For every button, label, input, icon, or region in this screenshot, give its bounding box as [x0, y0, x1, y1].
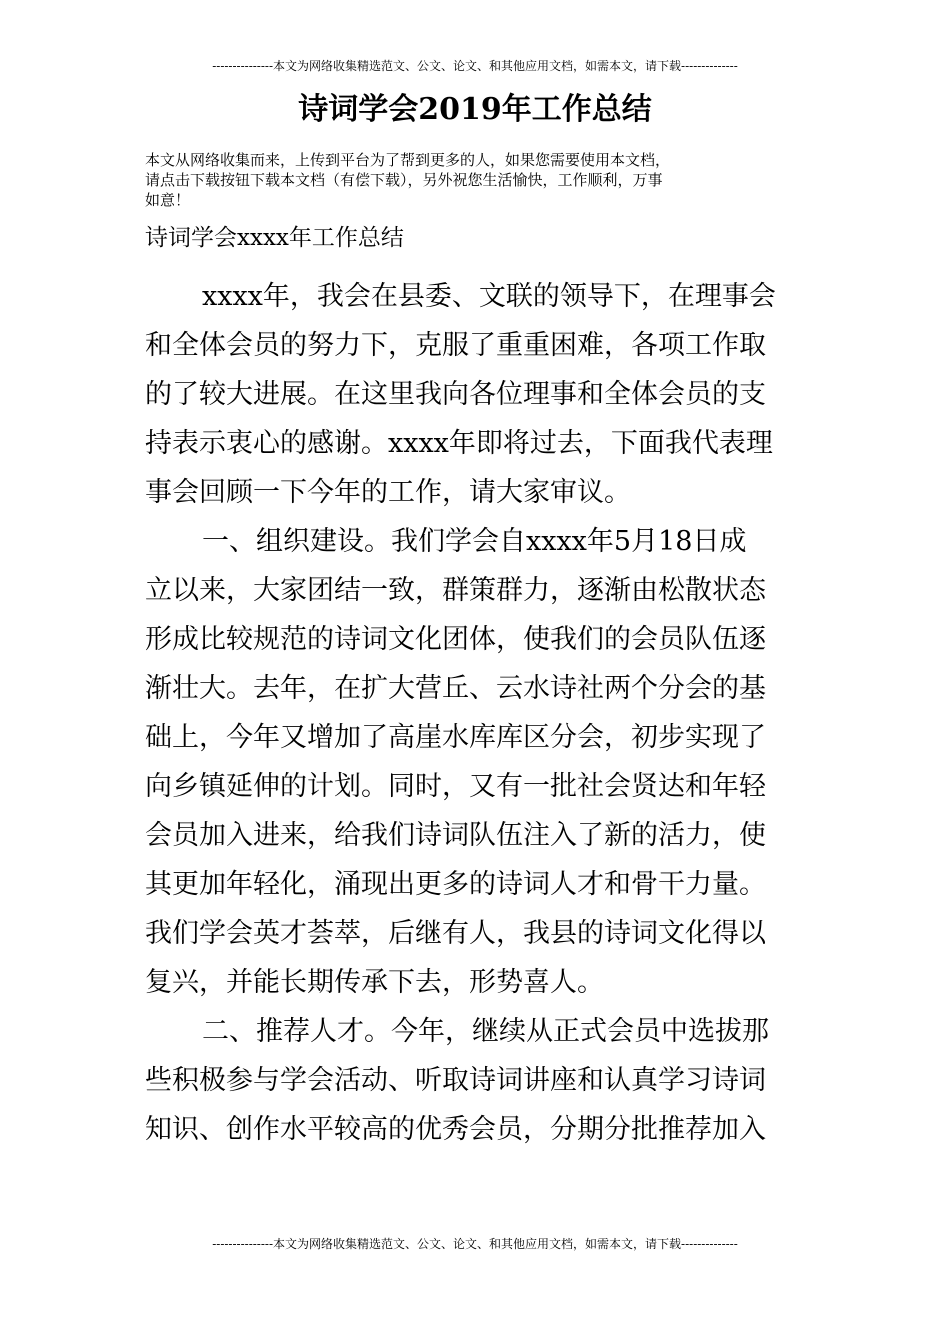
paragraph-line: 些积极参与学会活动、听取诗词讲座和认真学习诗词	[145, 1065, 766, 1096]
download-notice	[145, 150, 810, 210]
notice-line: 请点击下载按钮下载本文档（有偿下载），另外祝您生活愉快，工作顺利，万事	[145, 171, 663, 189]
paragraph-line: 形成比较规范的诗词文化团体，使我们的会员队伍逐	[145, 624, 766, 655]
paragraph-line: 我们学会英才荟萃，后继有人，我县的诗词文化得以	[145, 918, 766, 949]
paragraph-line: 会员加入进来，给我们诗词队伍注入了新的活力，使	[145, 820, 766, 851]
document-body	[145, 272, 815, 1154]
paragraph-line: xxxx年，我会在县委、文联的领导下，在理事会	[202, 281, 776, 312]
paragraph-line: 二、推荐人才。今年，继续从正式会员中选拔那	[202, 1016, 769, 1047]
paragraph-line: 知识、创作水平较高的优秀会员，分期分批推荐加入	[145, 1114, 766, 1145]
paragraph-line: 立以来，大家团结一致，群策群力，逐渐由松散状态	[145, 575, 766, 606]
paragraph-line: 的了较大进展。在这里我向各位理事和全体会员的支	[145, 379, 766, 410]
paragraph-line: 向乡镇延伸的计划。同时，又有一批社会贤达和年轻	[145, 771, 766, 802]
document-subtitle: 诗词学会xxxx年工作总结	[145, 225, 404, 251]
paragraph-line: 和全体会员的努力下，克服了重重困难，各项工作取	[145, 330, 766, 361]
footer-banner: ---------------本文为网络收集精选范文、公文、论文、和其他应用文档，如需本文，请下载--------------	[212, 1237, 738, 1251]
paragraph-line: 其更加年轻化，涌现出更多的诗词人才和骨干力量。	[145, 869, 766, 900]
paragraph-line: 础上，今年又增加了高崖水库库区分会，初步实现了	[145, 722, 766, 753]
paragraph-line: 持表示衷心的感谢。xxxx年即将过去，下面我代表理	[145, 428, 773, 459]
paragraph-line: 渐壮大。去年，在扩大营丘、云水诗社两个分会的基	[145, 673, 766, 704]
notice-line: 如意！	[145, 191, 191, 209]
document-title: 诗词学会2019年工作总结	[298, 92, 652, 127]
paragraph-line: 复兴，并能长期传承下去，形势喜人。	[145, 967, 604, 998]
paragraph-line: 一、组织建设。我们学会自xxxx年5月18日成	[202, 526, 747, 557]
header-banner: ---------------本文为网络收集精选范文、公文、论文、和其他应用文档，如需本文，请下载--------------	[212, 59, 738, 73]
paragraph-line: 事会回顾一下今年的工作，请大家审议。	[145, 477, 631, 508]
notice-line: 本文从网络收集而来，上传到平台为了帮到更多的人，如果您需要使用本文档，	[145, 151, 671, 169]
